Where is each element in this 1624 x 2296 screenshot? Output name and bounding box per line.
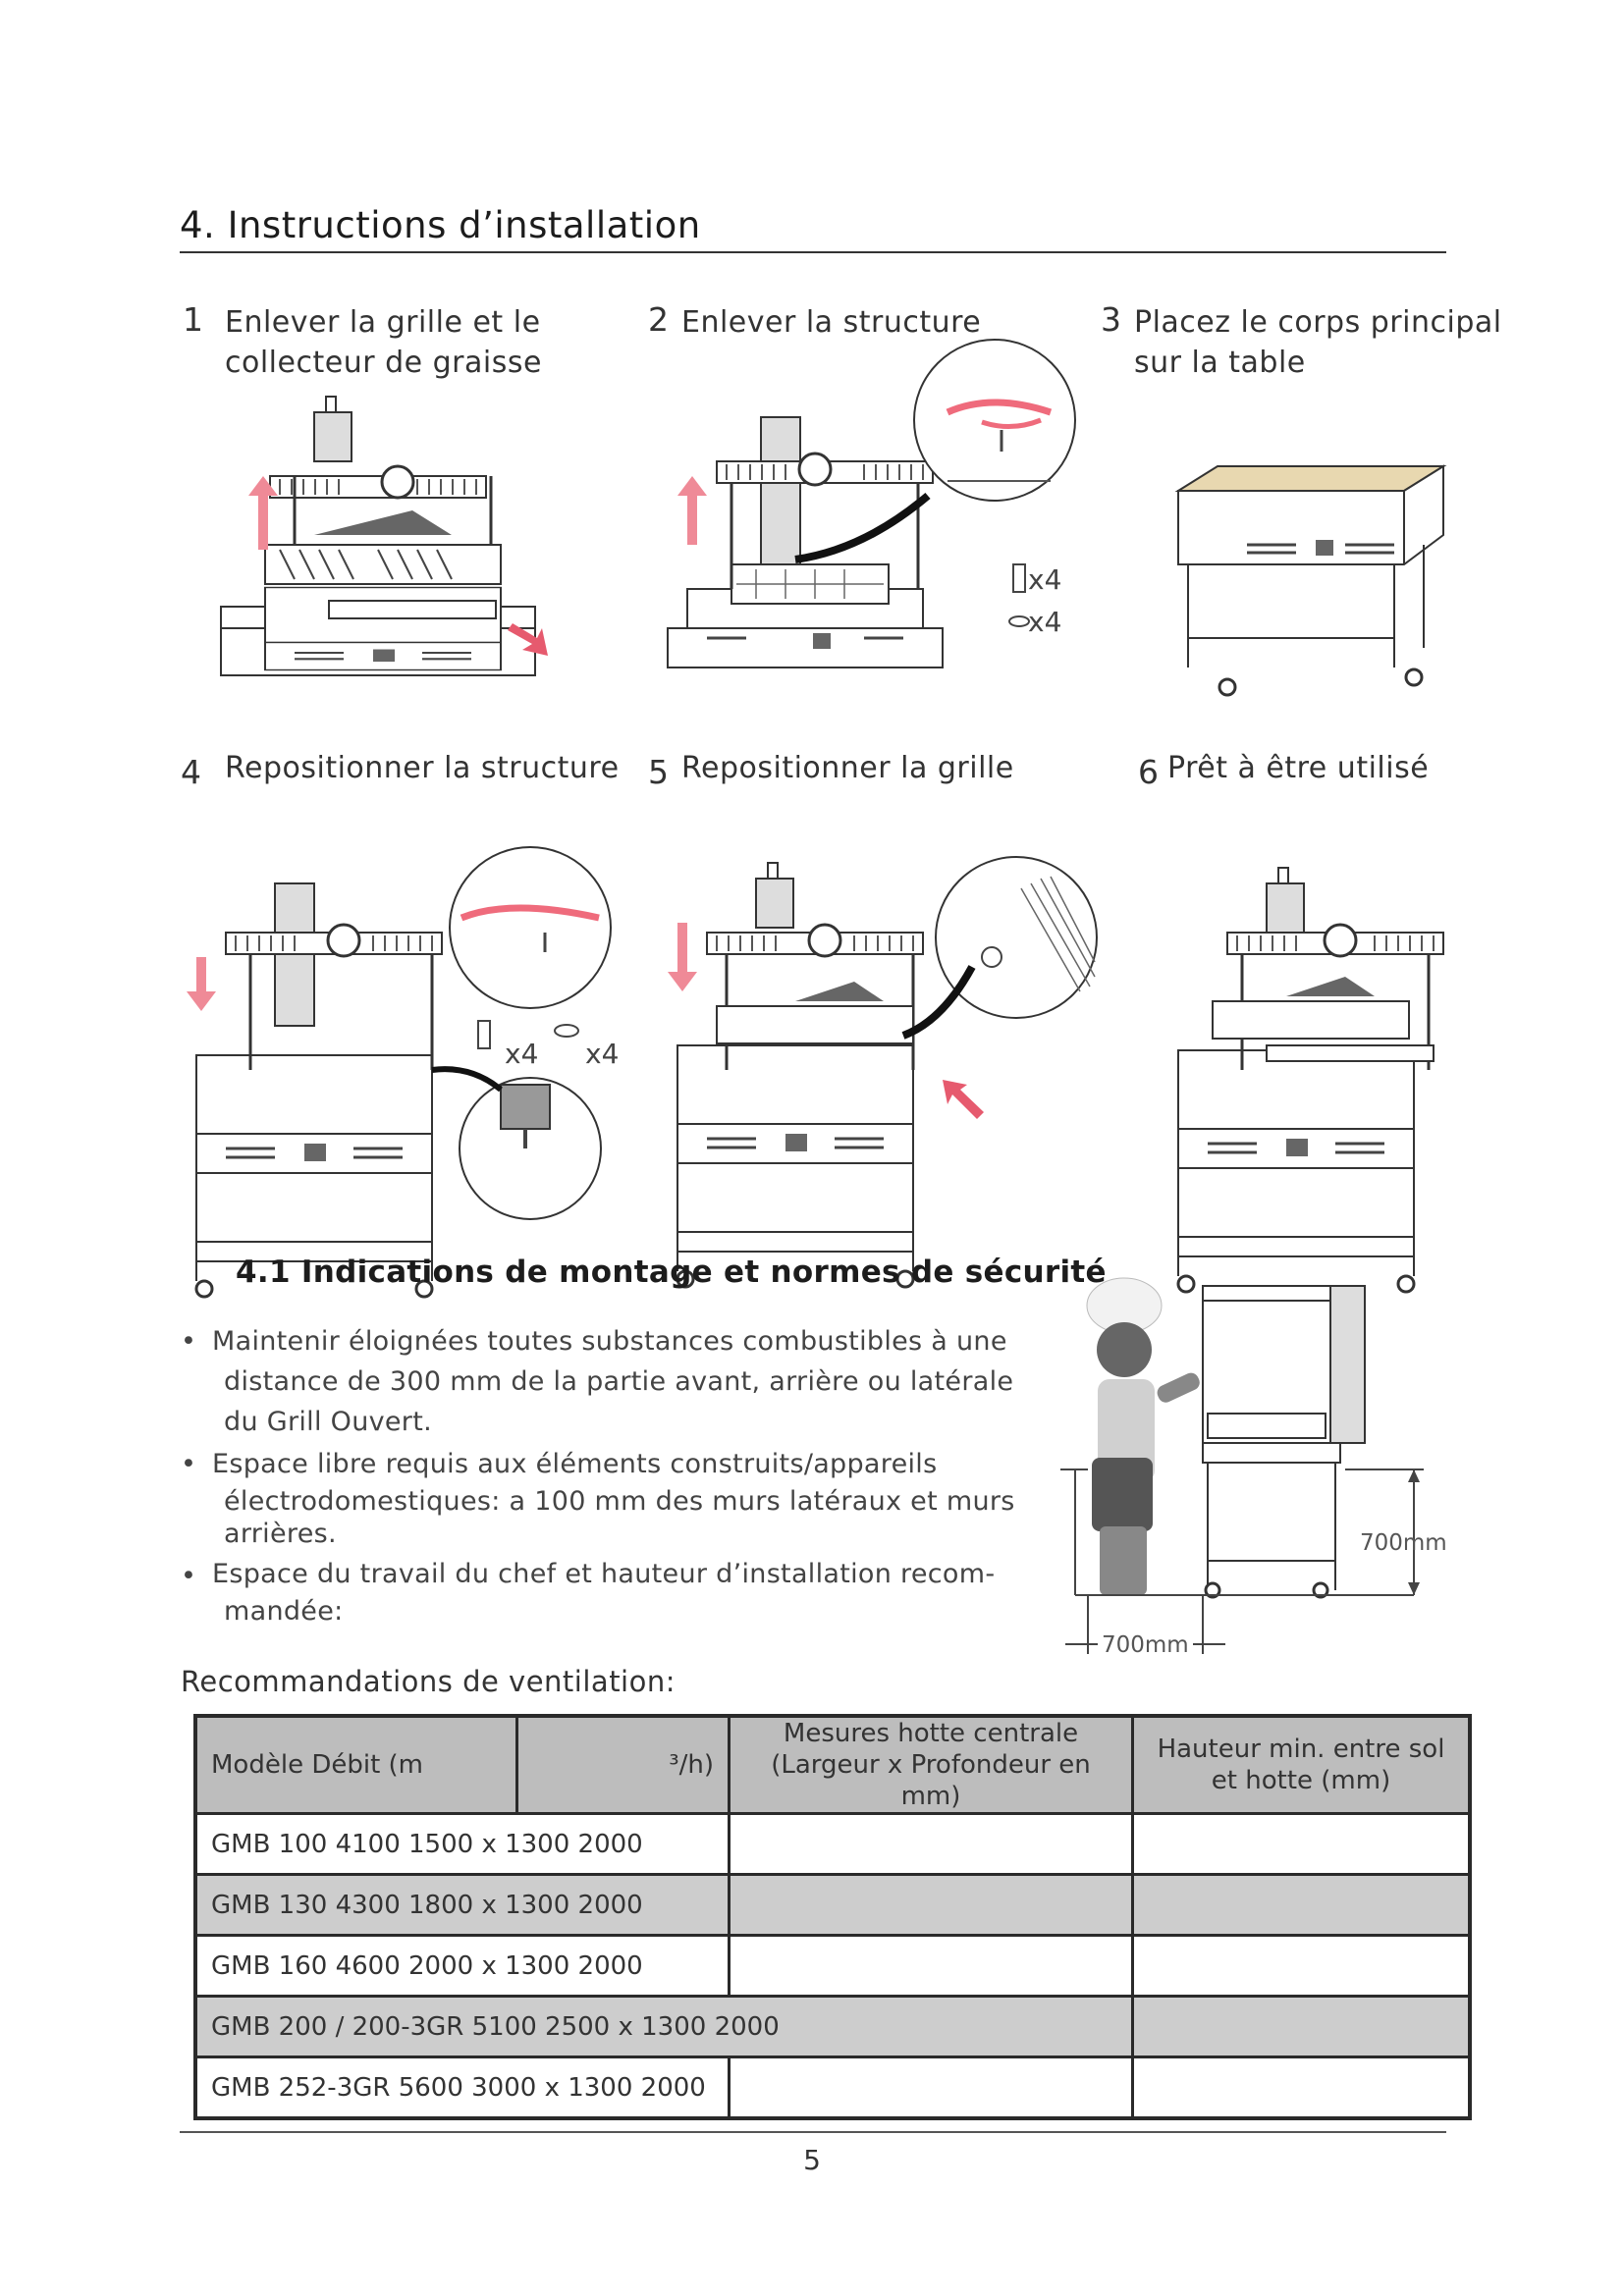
step-1-line2: collecteur de graisse [225,346,542,380]
bullet-2-line-1: Espace libre requis aux éléments construits/appareils [212,1449,938,1479]
step-2-caption: Enlever la structure [681,305,982,340]
step-5-illustration [668,857,1097,1287]
bullet-2-line-3: arrières. [224,1519,337,1549]
step-5-number: 5 [648,753,669,791]
header-cell-model: Modèle Débit (m [195,1716,517,1814]
step-4-caption: Repositionner la structure [225,751,620,785]
table-cell-empty [730,1814,1133,1875]
step-2-number: 2 [648,300,669,339]
bullet-dot-3: • [181,1561,197,1591]
height-dimension-label: 700mm [1360,1530,1447,1556]
header-cell-flow: ³/h) [517,1716,730,1814]
bullet-dot-2: • [181,1449,197,1479]
table-header-row [195,1716,1470,1814]
table-cell: GMB 130 4300 1800 x 1300 2000 [195,1875,730,1936]
table-row [195,1936,1470,1997]
bullet-3-line-2: mandée: [224,1596,344,1627]
ventilation-table [193,1714,1472,2120]
table-cell-empty [1133,1814,1471,1875]
table-cell-empty [730,1875,1133,1936]
bullet-3 [212,1556,995,1630]
step-6-number: 6 [1138,753,1159,791]
bullet-dot-1: • [181,1326,197,1357]
step-2-qty-a: x4 [1028,563,1062,596]
table-cell-empty [1133,2057,1471,2119]
step-1-illustration [221,397,548,675]
footer-rule [180,2131,1446,2133]
table-cell-empty [1133,1997,1471,2057]
step-3-illustration [1178,466,1443,695]
table-row [195,2057,1470,2119]
step-3-line2: sur la table [1134,346,1306,380]
step-4-qty-a: x4 [505,1038,539,1070]
page-number: 5 [803,2144,821,2176]
bullet-1 [212,1321,1013,1442]
header-cell-min-height: Hauteur min. entre sol et hotte (mm) [1133,1716,1471,1814]
width-dimension-label: 700mm [1102,1632,1189,1658]
bullet-1-line-2: distance de 300 mm de la partie avant, arrière ou latérale [224,1366,1014,1397]
step-4-number: 4 [181,753,201,791]
table-cell: GMB 252-3GR 5600 3000 x 1300 2000 [195,2057,730,2119]
table-cell-empty [1133,1875,1471,1936]
section-4-1-heading: 4.1 Indications de montage et normes de sécurité [236,1255,1107,1290]
table-cell: GMB 200 / 200-3GR 5100 2500 x 1300 2000 [195,1997,1133,2057]
table-cell: GMB 100 4100 1500 x 1300 2000 [195,1814,730,1875]
header-cell-hood-size: Mesures hotte centrale (Largeur x Profondeur en mm) [730,1716,1133,1814]
step-6-caption: Prêt à être utilisé [1167,751,1430,785]
table-cell-empty [730,2057,1133,2119]
step-1-number: 1 [183,300,203,339]
step-5-caption: Repositionner la grille [681,751,1014,785]
table-row [195,1875,1470,1936]
chef-clearance-diagram [1060,1278,1424,1654]
page-title: 4. Instructions d’installation [180,204,701,246]
step-3-number: 3 [1101,300,1121,339]
bullet-1-line-3: du Grill Ouvert. [224,1407,432,1437]
bullet-1-line-1: Maintenir éloignées toutes substances combustibles à une [212,1326,1007,1357]
table-cell-empty [1133,1936,1471,1997]
step-3-line1: Placez le corps principal [1134,305,1502,340]
table-row [195,1814,1470,1875]
table-cell-empty [730,1936,1133,1997]
bullet-3-line-1: Espace du travail du chef et hauteur d’installation recom- [212,1559,996,1589]
bullet-2-line-2: électrodomestiques: a 100 mm des murs latéraux et murs [224,1486,1015,1517]
table-row [195,1997,1470,2057]
step-2-illustration [668,340,1075,667]
bullet-2 [212,1444,1015,1549]
step-2-qty-b: x4 [1028,606,1062,638]
table-cell: GMB 160 4600 2000 x 1300 2000 [195,1936,730,1997]
step-1-line1: Enlever la grille et le [225,305,541,340]
step-6-illustration [1178,868,1443,1292]
ventilation-title: Recommandations de ventilation: [181,1665,677,1698]
step-4-qty-b: x4 [585,1038,620,1070]
step-4-illustration [187,847,611,1297]
